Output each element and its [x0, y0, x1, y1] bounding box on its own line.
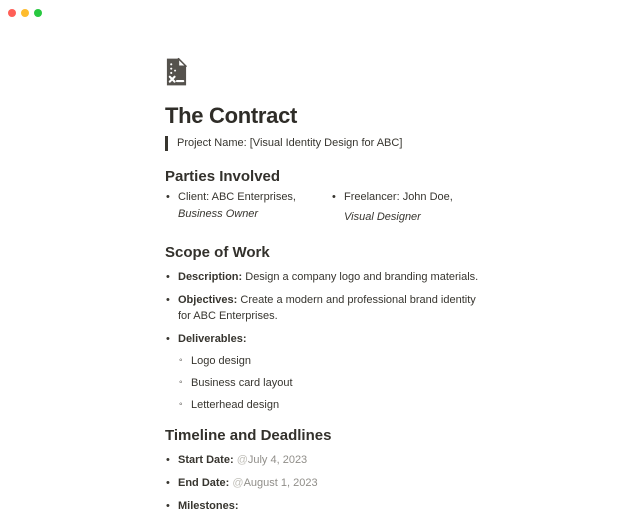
item-label: Milestones:	[178, 500, 239, 513]
minimize-button[interactable]	[21, 9, 29, 17]
freelancer-line: Freelancer: John Doe,	[344, 191, 453, 204]
item-text: Business card layout	[191, 377, 293, 390]
close-button[interactable]	[8, 9, 16, 17]
heading-scope-of-work[interactable]: Scope of Work	[165, 244, 270, 262]
item-text: Logo design	[191, 355, 251, 368]
item-label: Start Date:	[178, 454, 234, 467]
date-mention[interactable]	[237, 454, 308, 466]
contract-document-icon[interactable]	[165, 57, 188, 87]
bullet-icon: •	[166, 477, 170, 490]
bullet-icon: •	[166, 191, 170, 204]
item-label: Deliverables:	[178, 333, 247, 346]
project-name-quote[interactable]	[165, 136, 483, 151]
heading-timeline-deadlines[interactable]: Timeline and Deadlines	[165, 427, 332, 445]
scope-item-description[interactable]	[165, 269, 483, 285]
bullet-icon: •	[166, 500, 170, 513]
client-role: Business Owner	[178, 208, 259, 221]
item-text: Design a company logo and branding materials.	[242, 271, 479, 284]
freelancer-column	[331, 189, 483, 224]
date-text: July 4, 2023	[247, 454, 308, 467]
item-label: Description:	[178, 271, 243, 284]
scope-item-deliverables[interactable]	[165, 331, 483, 347]
sub-bullet-icon: ◦	[179, 377, 183, 389]
bullet-icon: •	[332, 191, 336, 204]
sub-bullet-icon: ◦	[179, 355, 183, 367]
deliverable-item-business-card[interactable]	[178, 375, 483, 391]
scope-item-objectives[interactable]	[165, 292, 483, 324]
date-mention[interactable]	[232, 477, 317, 489]
item-label: End Date:	[178, 477, 230, 490]
item-text: Letterhead design	[191, 399, 280, 412]
parties-columns	[165, 189, 483, 224]
deliverable-item-logo[interactable]	[178, 353, 483, 369]
quote-text: Project Name: [Visual Identity Design for ABC]	[177, 137, 403, 150]
heading-parties-involved[interactable]: Parties Involved	[165, 168, 281, 186]
scope-list	[165, 269, 483, 413]
at-sign: @	[232, 477, 244, 490]
item-label: Objectives:	[178, 294, 238, 307]
bullet-icon: •	[166, 271, 170, 284]
freelancer-role: Visual Designer	[344, 211, 421, 224]
item-text: Create a modern and professional brand identity for ABC Enterprises.	[178, 294, 476, 323]
client-line: Client: ABC Enterprises,	[178, 191, 296, 204]
date-text: August 1, 2023	[243, 477, 318, 490]
sub-bullet-icon: ◦	[179, 399, 183, 411]
zoom-button[interactable]	[34, 9, 42, 17]
document-page	[165, 57, 483, 514]
window-controls	[8, 9, 42, 17]
bullet-icon: •	[166, 454, 170, 467]
bullet-icon: •	[166, 294, 170, 307]
bullet-icon: •	[166, 333, 170, 346]
page-title[interactable]: The Contract	[165, 103, 298, 128]
freelancer-list-item[interactable]	[331, 189, 483, 224]
at-sign: @	[236, 454, 248, 467]
client-column	[165, 189, 317, 224]
timeline-item-end-date[interactable]	[165, 475, 483, 491]
timeline-list	[165, 452, 483, 514]
client-list-item[interactable]	[165, 189, 317, 221]
timeline-item-milestones[interactable]	[165, 498, 483, 514]
timeline-item-start-date[interactable]	[165, 452, 483, 468]
